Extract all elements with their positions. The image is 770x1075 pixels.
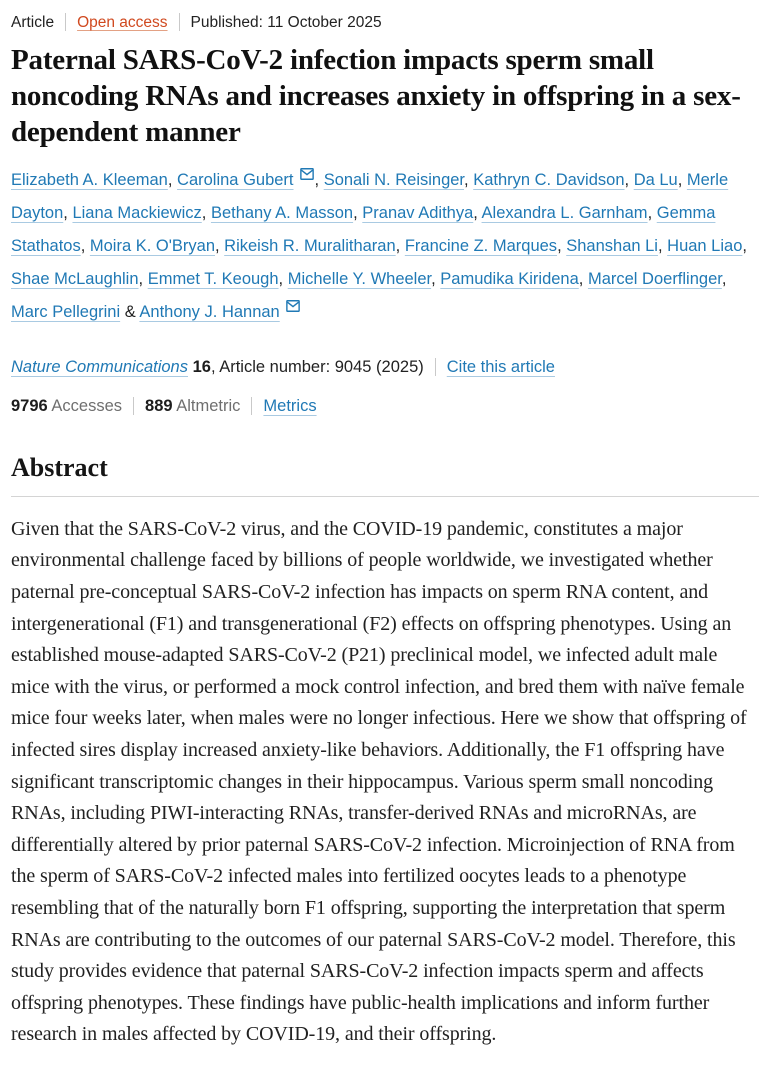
author-separator: , — [657, 236, 668, 255]
author-separator: , — [201, 203, 211, 222]
abstract-heading: Abstract — [11, 452, 108, 482]
section-divider — [11, 496, 759, 497]
author-list — [11, 164, 759, 329]
author-link[interactable]: Rikeish R. Muralitharan — [224, 236, 396, 255]
author-link[interactable]: Kathryn C. Davidson — [473, 170, 625, 189]
altmetric-count: 889 — [145, 396, 173, 415]
vertical-divider — [133, 397, 134, 415]
author-link[interactable]: Marcel Doerflinger — [587, 269, 722, 288]
published-date: 11 October 2025 — [267, 14, 382, 31]
article-number: , Article number: 9045 (2025) — [210, 357, 424, 376]
accesses-label: Accesses — [51, 396, 123, 415]
accesses-count: 9796 — [11, 396, 48, 415]
author-separator: , — [624, 170, 634, 189]
author-link[interactable]: Gemma Stathatos — [11, 203, 716, 255]
altmetric-label: Altmetric — [176, 396, 241, 415]
author-link[interactable]: Merle Dayton — [11, 170, 729, 222]
author-separator: , — [557, 236, 567, 255]
author-link[interactable]: Huan Liao — [667, 236, 743, 255]
author-link[interactable]: Shanshan Li — [566, 236, 658, 255]
abstract-section — [11, 453, 759, 1051]
vertical-divider — [251, 397, 252, 415]
author-link[interactable]: Da Lu — [633, 170, 678, 189]
author-link[interactable]: Pranav Adithya — [362, 203, 474, 222]
author-link[interactable]: Liana Mackiewicz — [72, 203, 202, 222]
journal-volume: 16 — [192, 357, 211, 376]
author-link[interactable]: Carolina Gubert — [177, 170, 294, 189]
abstract-text: Given that the SARS-CoV-2 virus, and the COVID-19 pandemic, constitutes a major environmental challenge faced by billions of people worldwide, we investigated whether paternal pre-conceptual SARS-CoV-2 infection has impacts on sperm RNA content, and intergenerational (F1) and transgenerational (F2) effects on offspring phenotypes. Using an established mouse-adapted SARS-CoV-2 (P21) preclinical model, we infected adult male mice with the virus, or performed a mock control infection, and bred them with naïve female mice four weeks later, when males were no longer infectious. Here we show that offspring of infected sires display increased anxiety-like behaviors. Additionally, the F1 offspring have significant transcriptomic changes in their hippocampus. Various sperm small noncoding RNAs, including PIWI-interacting RNAs, transfer-derived RNAs and microRNAs, are differentially altered by prior paternal SARS-CoV-2 infection. Microinjection of RNA from the sperm of SARS-CoV-2 infected males into fertilized oocytes leads to a phenotype resembling that of the naturally born F1 offspring, supporting the interpretation that sperm RNAs are contributing to the outcomes of our paternal SARS-CoV-2 model. Therefore, this study provides evidence that paternal SARS-CoV-2 infection impacts sperm and affects offspring phenotypes. These findings have public-health implications and inform further research in males affected by COVID-19, and their offspring. — [11, 517, 747, 1046]
email-icon[interactable] — [299, 167, 315, 181]
author-separator: , — [578, 269, 588, 288]
author-separator: , — [215, 236, 225, 255]
author-separator: , — [395, 236, 405, 255]
cite-this-article-link[interactable]: Cite this article — [446, 357, 555, 376]
author-separator: , — [464, 170, 474, 189]
author-link[interactable]: Michelle Y. Wheeler — [287, 269, 432, 288]
article-type-label: Article — [11, 14, 55, 31]
author-separator: , — [167, 170, 178, 189]
published-label: Published: — [190, 14, 263, 31]
metrics-row — [11, 394, 759, 418]
author-link[interactable]: Anthony J. Hannan — [139, 302, 280, 321]
author-link[interactable]: Sonali N. Reisinger — [323, 170, 465, 189]
author-separator: , — [138, 269, 148, 288]
metrics-link[interactable]: Metrics — [263, 396, 317, 415]
author-separator: , — [647, 203, 657, 222]
author-link[interactable]: Moira K. O'Bryan — [89, 236, 215, 255]
article-title: Paternal SARS-CoV-2 infection impacts sperm small noncoding RNAs and increases anxiety in offspring in a sex-dependent manner — [11, 44, 741, 148]
author-separator: , — [278, 269, 288, 288]
author-separator: , — [431, 269, 441, 288]
author-link[interactable]: Alexandra L. Garnham — [481, 203, 648, 222]
author-separator: , — [63, 203, 73, 222]
author-link[interactable]: Francine Z. Marques — [404, 236, 558, 255]
author-link[interactable]: Marc Pellegrini — [11, 302, 121, 321]
vertical-divider — [435, 358, 436, 376]
author-separator: & — [120, 302, 140, 321]
vertical-divider — [179, 13, 180, 31]
email-icon[interactable] — [285, 299, 301, 313]
author-link[interactable]: Emmet T. Keough — [147, 269, 279, 288]
author-separator: , — [80, 236, 90, 255]
author-separator: , — [353, 203, 363, 222]
author-separator: , — [473, 203, 482, 222]
journal-link[interactable]: Nature Communications — [11, 357, 188, 376]
author-separator: , — [314, 170, 324, 189]
author-link[interactable]: Bethany A. Masson — [210, 203, 354, 222]
author-separator: , — [677, 170, 687, 189]
open-access-link[interactable]: Open access — [77, 14, 168, 31]
author-separator: , — [721, 269, 727, 288]
article-meta-row — [11, 12, 759, 34]
author-link[interactable]: Elizabeth A. Kleeman — [11, 170, 168, 189]
author-separator: , — [742, 236, 747, 255]
author-link[interactable]: Shae McLaughlin — [11, 269, 139, 288]
vertical-divider — [65, 13, 66, 31]
author-link[interactable]: Pamudika Kiridena — [440, 269, 579, 288]
citation-row — [11, 355, 759, 379]
